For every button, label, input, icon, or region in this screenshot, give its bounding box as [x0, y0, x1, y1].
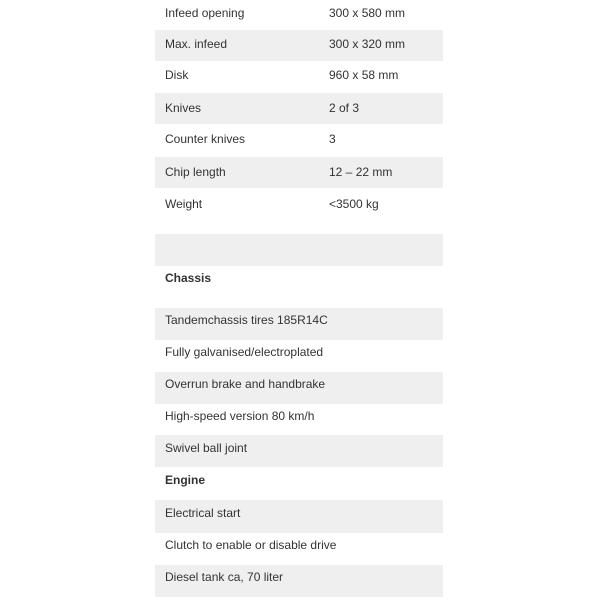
spec-row-weight [155, 188, 443, 234]
chassis-heading-row [155, 266, 443, 308]
spec-label: Infeed opening [165, 6, 245, 20]
chassis-item [155, 435, 443, 467]
engine-item-label: Clutch to enable or disable drive [165, 538, 337, 552]
engine-item-label: Diesel tank ca, 70 liter [165, 570, 284, 584]
chassis-item-label: Overrun brake and handbrake [165, 377, 326, 391]
spec-value: 3 [329, 132, 336, 146]
spec-row-max-infeed [155, 30, 443, 61]
chassis-item [155, 308, 443, 340]
chassis-item-label: Tandemchassis tires 185R14C [165, 313, 328, 327]
engine-heading: Engine [165, 473, 206, 487]
spec-label: Counter knives [165, 132, 246, 146]
spec-value: <3500 kg [329, 197, 379, 211]
spec-label: Chip length [165, 165, 226, 179]
spec-row-infeed-opening [155, 0, 443, 30]
spec-row-knives [155, 93, 443, 124]
spec-row-counter-knives [155, 124, 443, 157]
spec-label: Knives [165, 101, 202, 115]
engine-item-label: Electrical start [165, 506, 241, 520]
spec-label: Disk [165, 68, 189, 82]
chassis-item-label: Fully galvanised/electroplated [165, 345, 324, 359]
spec-label: Weight [165, 197, 203, 211]
chassis-item-label: Swivel ball joint [165, 441, 248, 455]
spacer-row [155, 234, 443, 266]
chassis-item [155, 372, 443, 404]
chassis-item [155, 340, 443, 372]
spec-value: 300 x 320 mm [329, 37, 406, 51]
chassis-heading: Chassis [165, 271, 212, 285]
engine-item [155, 533, 443, 565]
engine-heading-row [155, 467, 443, 500]
engine-item [155, 500, 443, 533]
engine-item [155, 565, 443, 597]
spec-value: 300 x 580 mm [329, 6, 406, 20]
spec-row-chip-length [155, 157, 443, 188]
spec-label: Max. infeed [165, 37, 228, 51]
spec-value: 2 of 3 [329, 101, 360, 115]
spec-row-disk [155, 61, 443, 93]
chassis-item [155, 404, 443, 435]
spec-value: 960 x 58 mm [329, 68, 399, 82]
spec-value: 12 – 22 mm [329, 165, 393, 179]
chassis-item-label: High-speed version 80 km/h [165, 409, 315, 423]
